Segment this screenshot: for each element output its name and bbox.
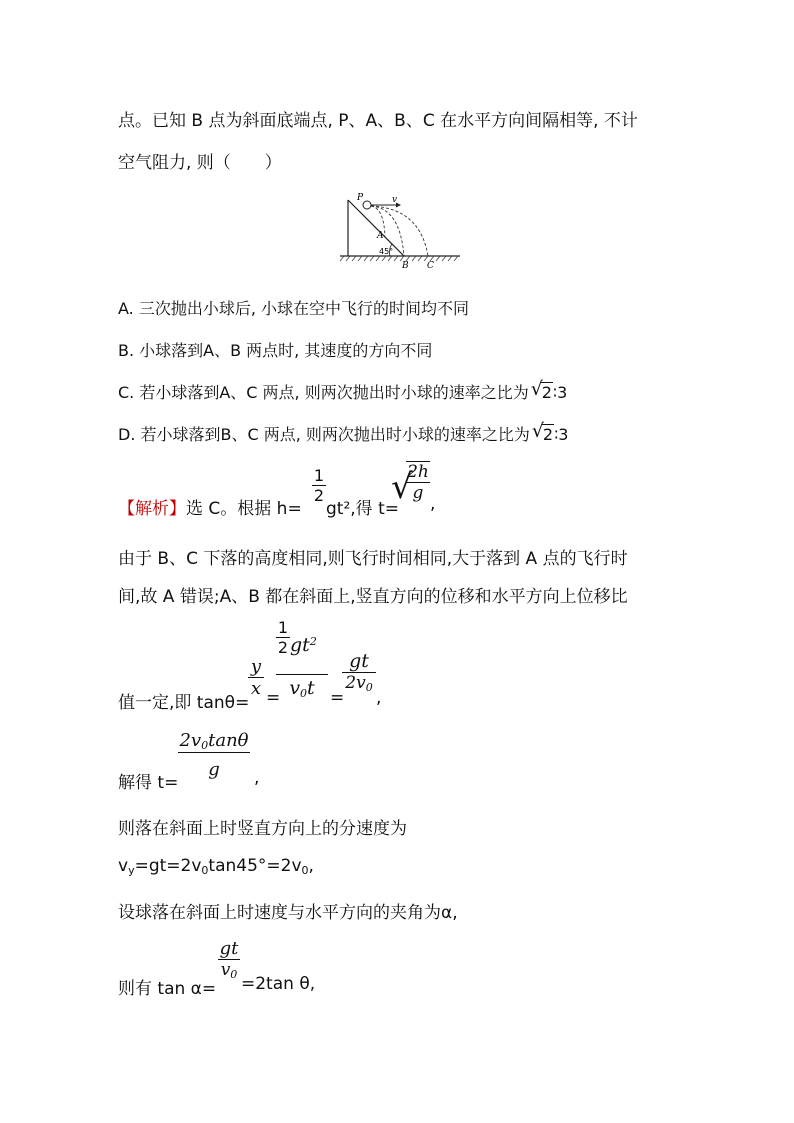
eq-sign-2: = bbox=[330, 688, 345, 708]
option-c-sqrt-arg: 2 bbox=[541, 383, 552, 402]
solution-line-9-end: =2tan θ, bbox=[241, 974, 316, 994]
option-c-sqrt: √ 2 bbox=[530, 378, 552, 402]
t-fraction bbox=[178, 730, 250, 780]
solution-line-9-pre: 则有 tan α= bbox=[118, 979, 217, 999]
option-d bbox=[118, 422, 568, 445]
vy-v: v bbox=[118, 856, 129, 876]
label-b: B bbox=[402, 261, 409, 270]
solution-line-5-pre: 解得 t= bbox=[118, 773, 179, 793]
eq-sign-1: = bbox=[266, 688, 281, 708]
gt-2v0-fraction bbox=[342, 650, 376, 694]
option-d-ratio: ∶3 bbox=[554, 425, 569, 444]
sqrt-den: g bbox=[406, 482, 430, 503]
yx-den: x bbox=[248, 677, 264, 699]
t-num-tan: tanθ bbox=[208, 730, 249, 751]
solution-line-5-end: , bbox=[254, 768, 260, 788]
question-line-1: 点。已知 B 点为斜面底端点, P、A、B、C 在水平方向间隔相等, 不计 bbox=[118, 111, 638, 131]
option-c-ratio: ∶3 bbox=[552, 383, 568, 402]
gt-text: gt bbox=[290, 634, 310, 656]
v-text: v bbox=[289, 677, 301, 699]
option-d-sqrt: √ 2 bbox=[531, 420, 554, 444]
sqrt-num: 2h bbox=[407, 462, 429, 482]
sqrt-sign: √ bbox=[391, 467, 413, 507]
alpha-den-v: v bbox=[220, 960, 231, 980]
ground-hatch bbox=[340, 256, 458, 261]
incline-figure bbox=[338, 190, 462, 270]
label-v: v bbox=[392, 195, 398, 205]
yx-num: y bbox=[250, 656, 262, 677]
solution-line-3: 间,故 A 错误;A、B 都在斜面上,竖直方向的位移和水平方向上位移比 bbox=[118, 587, 628, 607]
big-num bbox=[276, 618, 328, 674]
option-b: B. 小球落到A、B 两点时, 其速度的方向不同 bbox=[118, 341, 433, 360]
alpha-den-sub: 0 bbox=[230, 968, 238, 981]
t-text: t bbox=[307, 677, 315, 699]
option-a: A. 三次抛出小球后, 小球在空中飞行的时间均不同 bbox=[118, 299, 470, 318]
yx-fraction bbox=[248, 656, 264, 699]
square-sup: 2 bbox=[309, 635, 317, 648]
vy-sub0-a: 0 bbox=[201, 864, 209, 877]
label-a: A bbox=[377, 231, 384, 241]
vy-tan: tan45°=2v bbox=[208, 856, 302, 876]
half-den-2: 2 bbox=[277, 638, 289, 657]
solution-line-2: 由于 B、C 下落的高度相同,则飞行时间相同,大于落到 A 点的飞行时 bbox=[118, 549, 628, 569]
sqrt-fraction bbox=[406, 461, 430, 503]
big-den bbox=[276, 674, 328, 700]
solution-line-4-end: , bbox=[376, 688, 382, 708]
alpha-fraction bbox=[218, 938, 240, 981]
two-v0-den bbox=[342, 672, 376, 694]
option-c bbox=[118, 380, 567, 403]
two-v0-sub: 0 bbox=[365, 681, 373, 694]
half-den-1: 2 bbox=[313, 486, 325, 505]
label-c: C bbox=[427, 261, 434, 270]
vy-mid: =gt=2v bbox=[134, 856, 202, 876]
t-den: g bbox=[178, 752, 250, 780]
solution-line-7 bbox=[118, 856, 314, 877]
half-fraction-1 bbox=[312, 466, 326, 505]
vy-sub0-b: 0 bbox=[301, 864, 309, 877]
alpha-den bbox=[218, 959, 240, 981]
t-num-sub: 0 bbox=[201, 739, 209, 752]
option-c-text: C. 若小球落到A、C 两点, 则两次抛出时小球的速率之比为 bbox=[118, 383, 529, 402]
gt-squared bbox=[290, 634, 317, 656]
ball bbox=[363, 201, 371, 209]
vy-sub: y bbox=[128, 864, 135, 877]
option-d-sqrt-arg: 2 bbox=[542, 425, 554, 444]
solution-tag: 【解析】 bbox=[118, 499, 186, 519]
solution-line-6: 则落在斜面上时竖直方向上的分速度为 bbox=[118, 819, 407, 839]
question-line-2: 空气阻力, 则（ ） bbox=[118, 153, 282, 173]
label-p: P bbox=[357, 193, 364, 203]
half-num-1: 1 bbox=[313, 466, 325, 485]
half-num-2: 1 bbox=[277, 618, 289, 637]
solution-line-1-pre: 选 C。根据 h= bbox=[186, 499, 302, 519]
v0-sub: 0 bbox=[300, 687, 308, 700]
solution-line-4-pre: 值一定,即 tanθ= bbox=[118, 693, 250, 713]
label-angle: 45° bbox=[379, 247, 394, 256]
gt-num: gt bbox=[349, 650, 369, 672]
solution-line-1-mid: gt²,得 t= bbox=[326, 499, 399, 519]
half-fraction-2 bbox=[276, 618, 290, 657]
two-v-text: 2v bbox=[345, 673, 366, 693]
t-num bbox=[178, 730, 250, 752]
alpha-num: gt bbox=[219, 938, 239, 959]
solution-line-1 bbox=[118, 494, 302, 519]
t-num-2v: 2v bbox=[179, 730, 202, 751]
option-d-text: D. 若小球落到B、C 两点, 则两次抛出时小球的速率之比为 bbox=[118, 425, 530, 444]
solution-line-8: 设球落在斜面上时速度与水平方向的夹角为α, bbox=[118, 903, 458, 923]
vy-end: , bbox=[308, 856, 314, 876]
big-fraction bbox=[276, 618, 328, 700]
solution-line-1-end: , bbox=[430, 494, 436, 514]
